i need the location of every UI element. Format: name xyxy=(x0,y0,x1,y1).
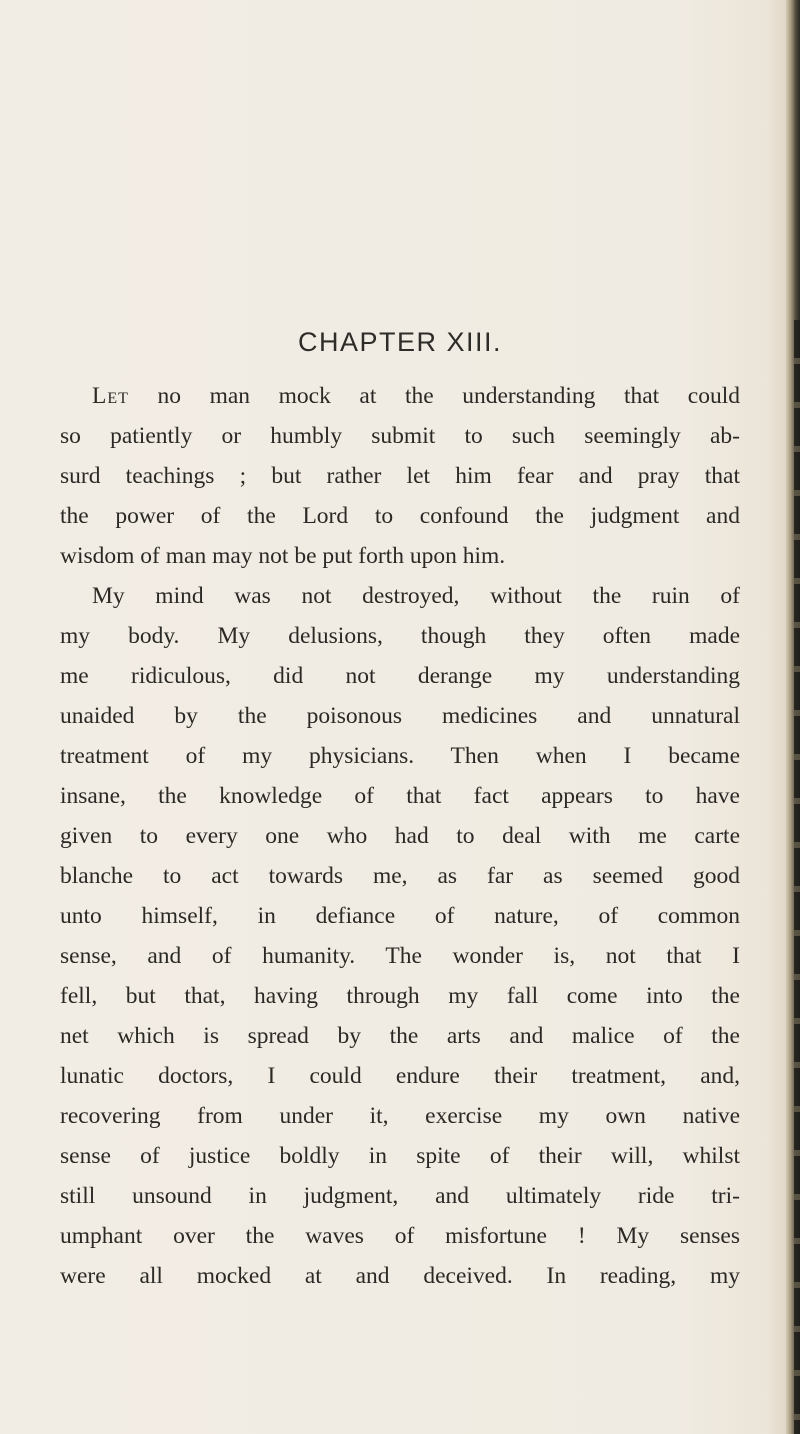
text-line: wisdom of man may not be put forth upon him. xyxy=(60,543,506,569)
text-line: so patiently or humbly submit to such seemingly ab- xyxy=(60,423,740,449)
text-line xyxy=(60,376,740,416)
page-binding-shadow xyxy=(794,320,800,1434)
text-line: lunatic doctors, I could endure their treatment, and, xyxy=(60,1063,740,1089)
text-line: blanche to act towards me, as far as seemed good xyxy=(60,863,740,889)
text-line: given to every one who had to deal with me carte xyxy=(60,823,740,849)
text-line: insane, the knowledge of that fact appears to have xyxy=(60,783,740,809)
text-line: me ridiculous, did not derange my understanding xyxy=(60,663,740,689)
chapter-title: CHAPTER XIII. xyxy=(297,327,503,357)
text-line: sense, and of humanity. The wonder is, not that I xyxy=(60,943,740,969)
text-line: still unsound in judgment, and ultimately ride tri- xyxy=(60,1183,740,1209)
text-line: umphant over the waves of misfortune ! My senses xyxy=(60,1223,740,1249)
text-line: unto himself, in defiance of nature, of common xyxy=(60,903,740,929)
text-line: net which is spread by the arts and malice of the xyxy=(60,1023,740,1049)
text-line: surd teachings ; but rather let him fear and pray that xyxy=(60,463,740,489)
text-line: treatment of my physicians. Then when I became xyxy=(60,743,740,769)
text-line: were all mocked at and deceived. In reading, my xyxy=(60,1263,740,1289)
text-line: recovering from under it, exercise my own native xyxy=(60,1103,740,1129)
text-line: fell, but that, having through my fall come into the xyxy=(60,983,740,1009)
text-line: My mind was not destroyed, without the ruin of xyxy=(92,583,740,609)
text-line: my body. My delusions, though they often made xyxy=(60,623,740,649)
text-line: sense of justice boldly in spite of their will, whilst xyxy=(60,1143,740,1169)
text-line: unaided by the poisonous medicines and unnatural xyxy=(60,703,740,729)
chapter-body-text xyxy=(60,376,740,1296)
opening-word: Let xyxy=(92,383,129,409)
text-line: the power of the Lord to confound the judgment and xyxy=(60,503,740,529)
text-line-content: no man mock at the understanding that could xyxy=(128,383,740,409)
